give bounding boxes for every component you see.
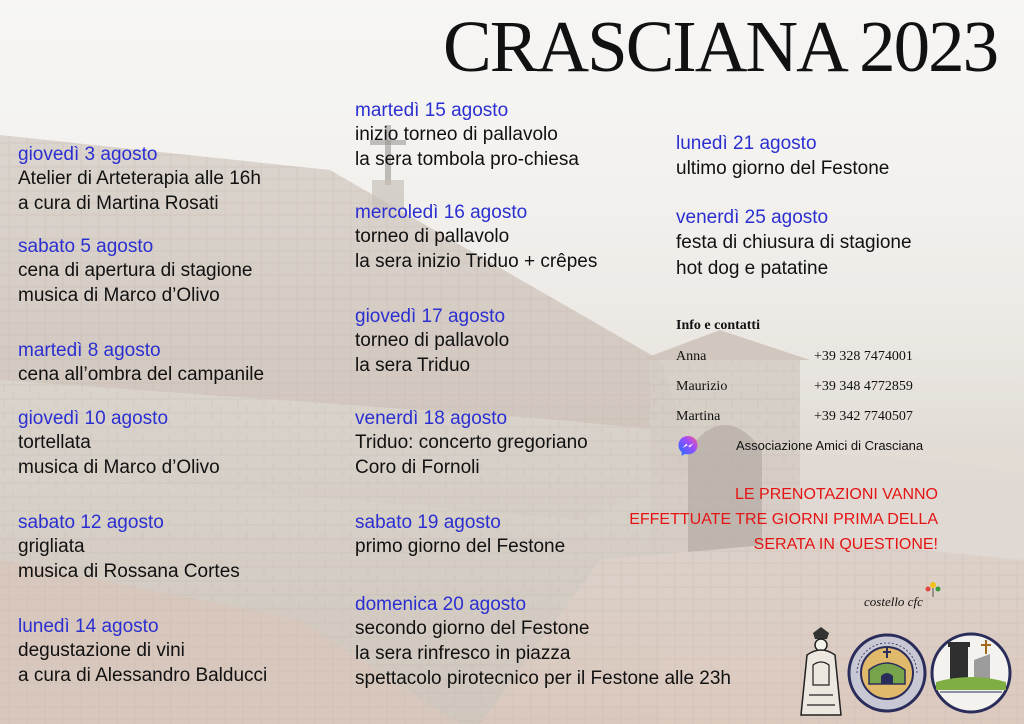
- event-description: musica di Marco d’Olivo: [18, 285, 220, 306]
- poster-title: CRASCIANA 2023: [443, 6, 998, 87]
- event-block: [18, 408, 220, 480]
- event-block: [355, 408, 588, 480]
- event-block: [18, 340, 264, 387]
- event-description: primo giorno del Festone: [355, 536, 566, 557]
- parish-seal-icon: [847, 632, 927, 714]
- event-description: Triduo: concerto gregoriano: [355, 432, 588, 453]
- event-description: Coro di Fornoli: [355, 457, 480, 478]
- association-logo-icon: [930, 632, 1012, 714]
- event-date: sabato 12 agosto: [18, 512, 164, 533]
- event-description: la sera Triduo: [355, 355, 471, 376]
- event-date: venerdì 18 agosto: [355, 408, 508, 429]
- booking-notice: [590, 482, 938, 557]
- event-description: secondo giorno del Festone: [355, 618, 590, 639]
- event-date: martedì 15 agosto: [355, 100, 509, 121]
- event-description: musica di Marco d’Olivo: [18, 457, 220, 478]
- contact-phone[interactable]: +39 348 4772859: [814, 379, 913, 394]
- contact-row: [676, 346, 936, 368]
- madonna-statue-icon: [795, 625, 847, 719]
- contact-name: Anna: [676, 349, 707, 364]
- event-block: [18, 144, 261, 216]
- event-block: [355, 512, 565, 559]
- event-description: Atelier di Arteterapia alle 16h: [18, 168, 261, 189]
- messenger-icon[interactable]: [676, 434, 700, 458]
- event-date: domenica 20 agosto: [355, 594, 527, 615]
- event-date: giovedì 10 agosto: [18, 408, 169, 429]
- notice-line: SERATA IN QUESTIONE!: [753, 536, 938, 553]
- event-description: degustazione di vini: [18, 640, 185, 661]
- event-description: tortellata: [18, 432, 91, 453]
- event-block: [18, 512, 240, 584]
- event-date: sabato 19 agosto: [355, 512, 501, 533]
- event-description: a cura di Martina Rosati: [18, 193, 219, 214]
- event-description: spettacolo pirotecnico per il Festone alle 23h: [355, 668, 732, 689]
- event-block: [18, 616, 267, 688]
- event-date: giovedì 3 agosto: [18, 144, 158, 165]
- event-block: [355, 202, 597, 274]
- event-date: sabato 5 agosto: [18, 236, 154, 257]
- signature-text: costello cfc: [864, 594, 923, 609]
- event-description: cena all’ombra del campanile: [18, 364, 265, 385]
- event-block: [355, 100, 579, 172]
- event-date: venerdì 25 agosto: [676, 207, 829, 228]
- event-description: la sera inizio Triduo + crêpes: [355, 251, 598, 272]
- event-description: la sera tombola pro-chiesa: [355, 149, 579, 170]
- notice-line: LE PRENOTAZIONI VANNO: [735, 486, 938, 503]
- event-description: torneo di pallavolo: [355, 226, 510, 247]
- event-description: cena di apertura di stagione: [18, 260, 253, 281]
- event-description: a cura di Alessandro Balducci: [18, 665, 268, 686]
- signature-flower-icon: [922, 580, 944, 598]
- event-block: [676, 132, 889, 182]
- contact-name: Maurizio: [676, 379, 728, 394]
- event-block: [355, 594, 731, 691]
- contact-row: [676, 376, 936, 398]
- contact-phone[interactable]: +39 342 7740507: [814, 409, 913, 424]
- event-description: hot dog e patatine: [676, 258, 829, 279]
- event-date: martedì 8 agosto: [18, 340, 161, 361]
- event-description: la sera rinfresco in piazza: [355, 643, 571, 664]
- event-date: lunedì 14 agosto: [18, 616, 159, 637]
- designer-signature: [864, 580, 974, 614]
- event-date: giovedì 17 agosto: [355, 306, 506, 327]
- event-date: lunedì 21 agosto: [676, 133, 817, 154]
- contact-row: [676, 406, 936, 428]
- event-description: grigliata: [18, 536, 85, 557]
- contact-name: Martina: [676, 409, 721, 424]
- association-name: Associazione Amici di Crasciana: [736, 438, 924, 453]
- event-description: torneo di pallavolo: [355, 330, 510, 351]
- event-description: festa di chiusura di stagione: [676, 232, 912, 253]
- event-block: [355, 306, 509, 378]
- event-date: mercoledì 16 agosto: [355, 202, 528, 223]
- event-description: ultimo giorno del Festone: [676, 158, 890, 179]
- info-heading: Info e contatti: [676, 318, 760, 333]
- event-description: inizio torneo di pallavolo: [355, 124, 558, 145]
- notice-line: EFFETTUATE TRE GIORNI PRIMA DELLA: [629, 511, 938, 528]
- event-block: [676, 206, 912, 282]
- contact-phone[interactable]: +39 328 7474001: [814, 349, 913, 364]
- event-block: [18, 236, 253, 308]
- event-description: musica di Rossana Cortes: [18, 561, 240, 582]
- info-contacts: [676, 316, 946, 462]
